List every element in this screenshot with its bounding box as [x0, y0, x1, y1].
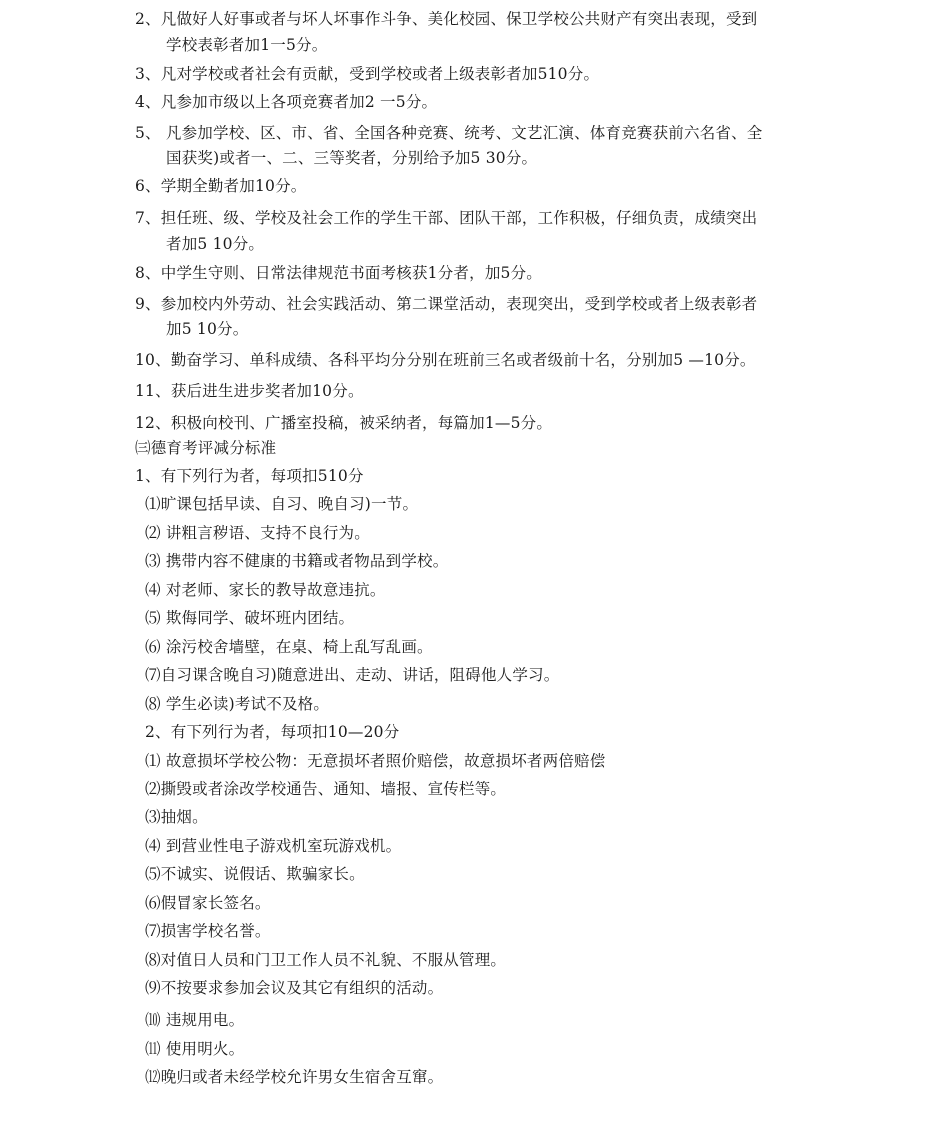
deduction-2-item-6: ⑹假冒家长签名。	[145, 894, 271, 912]
deduction-2-item-12: ⑿晚归或者未经学校允许男女生宿舍互窜。	[145, 1068, 444, 1086]
bonus-item-7: 7、担任班、级、学校及社会工作的学生干部、团队干部，工作积极，仔细负责，成绩突出	[135, 209, 758, 227]
deduction-1-item-7: ⑺自习课含晚自习)随意进出、走动、讲话，阻碍他人学习。	[145, 666, 560, 684]
bonus-item-2-continuation: 学校表彰者加1一5分。	[166, 36, 328, 54]
deduction-1-item-4: ⑷ 对老师、家长的教导故意违抗。	[145, 581, 386, 599]
bonus-item-6: 6、学期全勤者加10分。	[135, 177, 307, 195]
bonus-item-8: 8、中学生守则、日常法律规范书面考核获1分者，加5分。	[135, 264, 542, 282]
bonus-item-12: 12、积极向校刊、广播室投稿，被采纳者，每篇加1—5分。	[135, 414, 553, 432]
deduction-2-item-10: ⑽ 违规用电。	[145, 1011, 245, 1029]
bonus-item-9: 9、参加校内外劳动、社会实践活动、第二课堂活动，表现突出，受到学校或者上级表彰者	[135, 295, 758, 313]
section-heading-deductions: ㈢德育考评减分标准	[135, 439, 277, 457]
bonus-item-4: 4、凡参加市级以上各项竞赛者加2 一5分。	[135, 93, 438, 111]
bonus-item-5: 5、 凡参加学校、区、市、省、全国各种竞赛、统考、文艺汇演、体育竞赛获前六名省、全	[135, 124, 763, 142]
bonus-item-10: 10、勤奋学习、单科成绩、各科平均分分别在班前三名或者级前十名，分别加5 —10分。	[135, 351, 756, 369]
deduction-2-item-1: ⑴ 故意损坏学校公物：无意损坏者照价赔偿，故意损坏者两倍赔偿	[145, 752, 606, 770]
deduction-1-item-2: ⑵ 讲粗言秽语、支持不良行为。	[145, 524, 370, 542]
deduction-2-item-11: ⑾ 使用明火。	[145, 1040, 245, 1058]
deduction-2-item-3: ⑶抽烟。	[145, 808, 208, 826]
bonus-item-3: 3、凡对学校或者社会有贡献，受到学校或者上级表彰者加510分。	[135, 65, 600, 83]
bonus-item-9-continuation: 加5 10分。	[166, 320, 249, 338]
deduction-1-item-6: ⑹ 涂污校舍墙壁，在桌、椅上乱写乱画。	[145, 638, 433, 656]
bonus-item-7-continuation: 者加5 10分。	[166, 235, 265, 253]
deduction-1-item-1: ⑴旷课包括早读、自习、晚自习)一节。	[145, 495, 419, 513]
deduction-1-item-5: ⑸ 欺侮同学、破坏班内团结。	[145, 609, 355, 627]
deduction-2-item-9: ⑼不按要求参加会议及其它有组织的活动。	[145, 979, 444, 997]
deduction-2-item-2: ⑵撕毁或者涂改学校通告、通知、墙报、宣传栏等。	[145, 780, 507, 798]
bonus-item-11: 11、获后进生进步奖者加10分。	[135, 382, 364, 400]
deduction-1-item-8: ⑻ 学生必读)考试不及格。	[145, 695, 330, 713]
deduction-2-item-8: ⑻对值日人员和门卫工作人员不礼貌、不服从管理。	[145, 951, 507, 969]
deduction-2-item-5: ⑸不诚实、说假话、欺骗家长。	[145, 865, 365, 883]
bonus-item-5-continuation: 国获奖)或者一、二、三等奖者，分别给予加5 30分。	[166, 149, 538, 167]
bonus-item-2: 2、凡做好人好事或者与坏人坏事作斗争、美化校园、保卫学校公共财产有突出表现，受到	[135, 10, 758, 28]
deduction-2-item-7: ⑺损害学校名誉。	[145, 922, 271, 940]
deduction-2-item-4: ⑷ 到营业性电子游戏机室玩游戏机。	[145, 837, 402, 855]
deduction-group-1-heading: 1、有下列行为者，每项扣510分	[135, 467, 364, 485]
deduction-1-item-3: ⑶ 携带内容不健康的书籍或者物品到学校。	[145, 552, 449, 570]
deduction-group-2-heading: 2、有下列行为者，每项扣10—20分	[145, 723, 400, 741]
